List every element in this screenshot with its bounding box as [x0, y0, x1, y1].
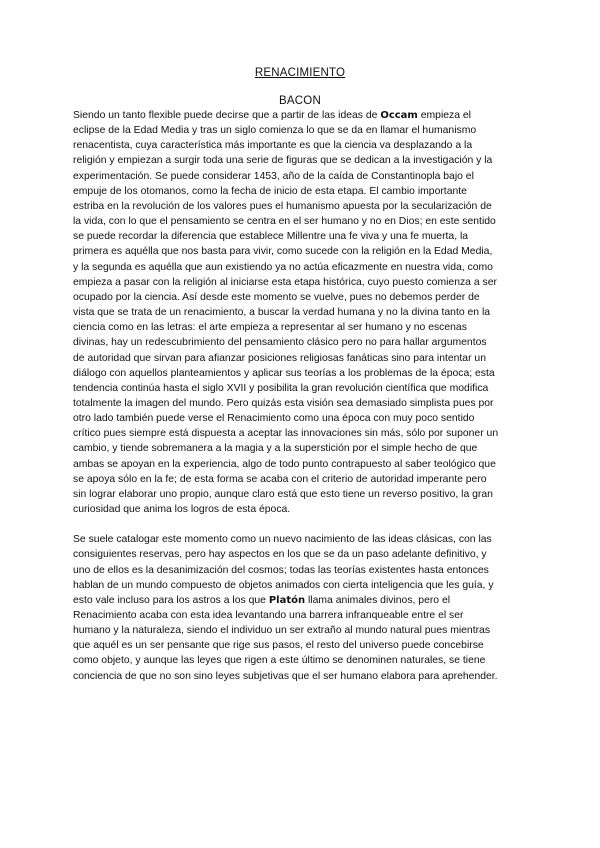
- text-segment: tendencia continúa hasta el siglo XVII y posibilita la gran revolución científica que modifica: [73, 382, 489, 394]
- text-line: [73, 260, 527, 275]
- text-line: [73, 275, 527, 290]
- text-segment: la vida, con lo que el pensamiento se centra en el ser humano y no en Dios; en este sentido: [73, 216, 496, 228]
- text-line: [73, 229, 527, 244]
- text-line: [73, 578, 527, 593]
- text-segment: vista que se trata de un renacimiento, a buscar la verdad humana y no la divina tanto en la: [73, 307, 491, 319]
- text-segment: crítico pues siempre está dispuesta a aceptar las innovaciones sin más, sólo por suponer un: [73, 428, 499, 440]
- text-segment: se puede recordar la diferencia que establece Millentre una fe viva y una fe muerta, la: [73, 231, 469, 243]
- text-line: [73, 532, 527, 547]
- text-line: [73, 184, 527, 199]
- text-line: [73, 638, 527, 653]
- text-segment: curiosidad que anima los logros de esta época.: [73, 504, 291, 516]
- text-segment: Siendo un tanto flexible puede decirse que a partir de las ideas de: [73, 110, 381, 121]
- bold-name: Platón: [268, 594, 306, 606]
- paragraph-2: [73, 532, 527, 684]
- text-line: [73, 487, 527, 502]
- text-segment: hablan de un mundo compuesto de objetos animados con cierta inteligencia que les guía, y: [73, 579, 494, 591]
- paragraph-gap: [73, 517, 527, 532]
- text-line: [73, 669, 527, 684]
- document-title: RENACIMIENTO: [254, 67, 346, 79]
- text-line: [73, 563, 527, 578]
- text-line: [73, 472, 527, 487]
- bold-name: Occam: [380, 110, 418, 121]
- text-line: [73, 169, 527, 184]
- text-line: [73, 199, 527, 214]
- text-line: [73, 244, 527, 259]
- text-line: [73, 153, 527, 168]
- text-segment: experimentación. Se puede considerar 1453, año de la caída de Constantinopla bajo el: [73, 170, 474, 182]
- text-line: [73, 108, 527, 123]
- text-segment: otro lado también puede verse el Renacimiento como una época con muy poco sentido: [73, 413, 475, 425]
- text-segment: de autoridad que sirvan para afianzar posiciones religiosas fanáticas sino para intentar un: [73, 352, 486, 364]
- text-segment: consiguientes reservas, pero hay aspectos en los que se da un paso adelante definitivo, y: [73, 549, 487, 561]
- text-line: [73, 320, 527, 335]
- text-segment: renacentista, cuya característica más importante es que la ciencia va desplazando a la: [73, 140, 473, 152]
- text-segment: empieza el: [417, 110, 471, 121]
- text-segment: ciencia como en las letras: el arte empieza a representar al ser humano y no escenas: [73, 322, 467, 334]
- document-subtitle: BACON: [279, 95, 321, 107]
- text-line: [73, 623, 527, 638]
- text-segment: diálogo con aquellos planteamientos y aplicar sus teorías a los problemas de la época; esta: [73, 367, 495, 379]
- text-segment: esto vale incluso para los astros a los que: [73, 594, 269, 606]
- text-line: [73, 138, 527, 153]
- text-segment: ambas se apoyan en la experiencia, algo de todo punto contrapuesto al saber teológico que: [73, 458, 496, 470]
- text-segment: ocupado por la ciencia. Así desde este momento se vuelve, pues no debemos perder de: [73, 291, 480, 303]
- text-segment: humano y la naturaleza, siendo el individuo un ser extraño al mundo natural pues mientras: [73, 625, 491, 637]
- text-line: [73, 396, 527, 411]
- document-page: [73, 66, 527, 684]
- text-segment: totalmente la imagen del mundo. Pero quizás esta visión sea demasiado simplista pues por: [73, 397, 494, 409]
- text-line: [73, 593, 527, 608]
- text-segment: primera es aquélla que nos basta para vivir, como sucede con la religión en la Edad Media,: [73, 246, 493, 258]
- text-segment: cambio, y tiende sobremanera a la magia y a la superstición por el simple hecho de que: [73, 443, 478, 455]
- text-segment: como objeto, y aunque las leyes que rigen a este último se denominen naturales, se tiene: [73, 655, 486, 667]
- text-segment: que aquél es un ser pensante que rige sus pasos, el resto del universo puede concebirse: [73, 640, 484, 652]
- text-line: [73, 608, 527, 623]
- text-segment: sin lograr elaborar uno propio, aunque claro está que esto tiene un reverso positivo, la gran: [73, 488, 493, 500]
- text-line: [73, 457, 527, 472]
- text-segment: Se suele catalogar este momento como un nuevo nacimiento de las ideas clásicas, con las: [73, 534, 492, 546]
- text-line: [73, 305, 527, 320]
- text-segment: eclipse de la Edad Media y tras un siglo comienza lo que se da en llamar el humanismo: [73, 125, 477, 137]
- text-line: [73, 502, 527, 517]
- text-segment: uno de ellos es la desanimización del cosmos; todas las teorías existentes hasta entonces: [73, 564, 489, 576]
- text-segment: conciencia de que no son sino leyes subjetivas que el ser humano elabora para aprehender.: [73, 670, 498, 682]
- text-segment: empuje de los otomanos, como la fecha de inicio de esta etapa. El cambio importante: [73, 185, 467, 197]
- text-line: [73, 366, 527, 381]
- text-line: [73, 547, 527, 562]
- text-segment: religión y empiezan a surgir toda una serie de figuras que se dedican a la investigación y la: [73, 155, 493, 167]
- text-line: [73, 653, 527, 668]
- text-line: [73, 441, 527, 456]
- text-segment: estriba en la revolución de los valores pues el humanismo apuesta por la secularización de: [73, 200, 492, 212]
- text-line: [73, 123, 527, 138]
- text-line: [73, 351, 527, 366]
- text-segment: divinas, hay un redescubrimiento del pensamiento clásico pero no para hallar argumentos: [73, 337, 487, 349]
- text-line: [73, 290, 527, 305]
- text-line: [73, 411, 527, 426]
- text-segment: se apoya sólo en la fe; de esta forma se acaba con el criterio de autoridad imperante pero: [73, 473, 487, 485]
- paragraph-1: [73, 108, 527, 517]
- text-segment: y la segunda es aquélla que aun existiendo ya no actúa eficazmente en nuestra vida, como: [73, 261, 493, 273]
- text-line: [73, 381, 527, 396]
- text-segment: empieza a pasar con la religión al iniciarse esta etapa histórica, cuyo puesto comienza a ser: [73, 276, 497, 288]
- text-segment: Renacimiento acaba con esta idea levantando una barrera infranqueable entre el ser: [73, 610, 464, 621]
- text-line: [73, 214, 527, 229]
- text-line: [73, 426, 527, 441]
- text-segment: llama animales divinos, pero el: [305, 594, 451, 606]
- text-line: [73, 335, 527, 350]
